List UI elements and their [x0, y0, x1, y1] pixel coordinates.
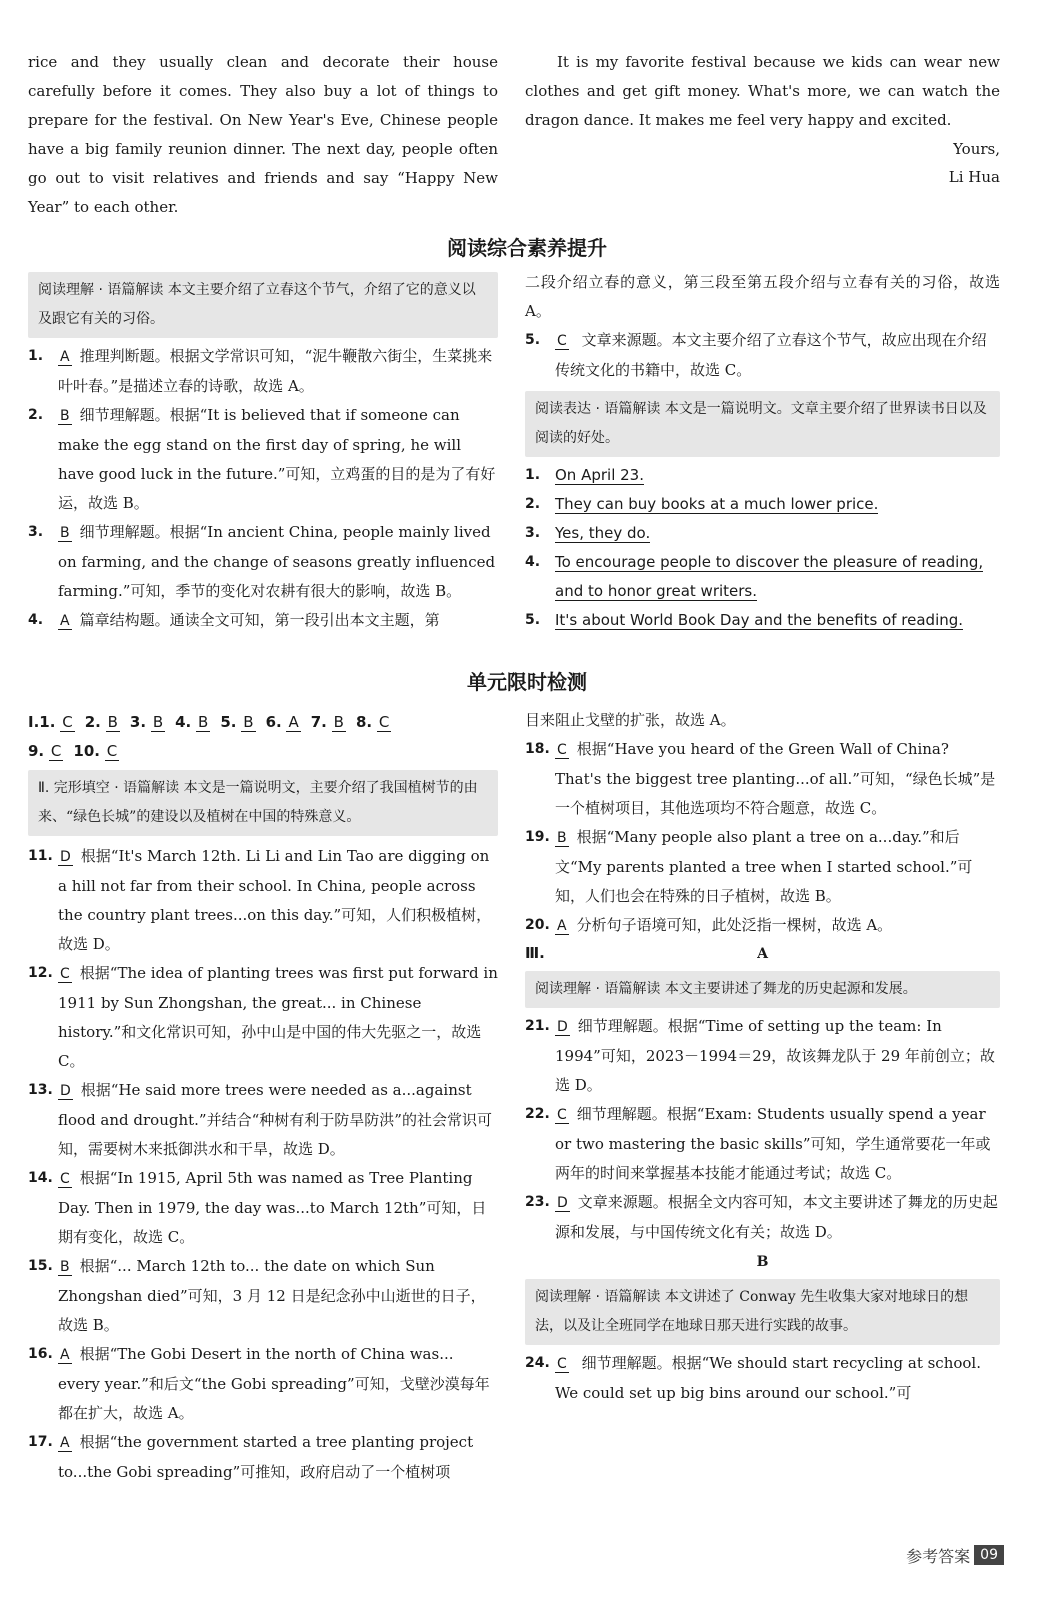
mcq-answer: B — [152, 713, 164, 731]
item-answer: C — [557, 742, 567, 758]
answer-item — [28, 1252, 498, 1340]
item-number: 23. — [525, 1194, 550, 1210]
item-answer: A — [60, 349, 70, 365]
answer-item — [525, 735, 1000, 823]
continued-text: 二段介绍立春的意义，第三段至第五段介绍与立春有关的习俗，故选 A。 — [525, 273, 1000, 320]
section1-right — [525, 268, 1000, 635]
answer-item — [525, 548, 1000, 606]
item-explanation: 根据“Have you heard of the Green Wall of China? That's the biggest tree planting...of all.”可知，“绿色长城”是一个植树项目，其他选项均不符合题意，故选 C。 — [555, 740, 996, 817]
answer-item — [525, 1100, 1000, 1188]
answer-item — [525, 490, 1000, 519]
item-number: 20. — [525, 917, 550, 933]
answer-item — [28, 1340, 498, 1428]
item-explanation: 根据“It's March 12th. Li Li and Lin Tao are digging on a hill not far from their school. In China, people across the country plant trees...on this day.”可知，人们积极植树，故选 D。 — [58, 847, 492, 953]
item-answer: A — [557, 918, 567, 934]
item-explanation: 根据“He said more trees were needed as a...against flood and drought.”并结合“种树有利于防旱防洪”的社会常识可知，需要树木来抵御洪水和干旱，故选 D。 — [58, 1081, 492, 1158]
item-explanation: 细节理解题。根据“In ancient China, people mainly lived on farming, and the change of seasons greatly influenced farming.”可知，季节的变化对农耕有很大的影响，故选 B。 — [58, 523, 496, 600]
top-right-block — [525, 48, 1000, 191]
mcq-answer: B — [333, 713, 344, 731]
item-number: 14. — [28, 1170, 53, 1186]
note-text: 本文是一篇说明文，主要介绍了我国植树节的由来、“绿色长城”的建设以及植树在中国的特殊意义。 — [38, 780, 478, 825]
section-title-unit-test: 单元限时检测 — [467, 670, 587, 694]
item-explanation: 文章来源题。根据全文内容可知，本文主要讲述了舞龙的历史起源和发展，与中国传统文化有关；故选 D。 — [555, 1193, 998, 1241]
mcq-answer: C — [106, 742, 118, 760]
answer-item — [525, 606, 1000, 635]
answer-item — [525, 1012, 1000, 1100]
item-number: 1. — [525, 467, 541, 483]
answer-item — [525, 1349, 1000, 1408]
mcq-answer: B — [243, 713, 254, 731]
item-explanation: 分析句子语境可知，此处泛指一棵树，故选 A。 — [576, 916, 893, 934]
item-number: 19. — [525, 829, 550, 845]
mcq-answer: C — [378, 713, 390, 731]
mcq-number: 4. — [175, 713, 192, 731]
answer-item — [525, 1188, 1000, 1247]
item-number: 16. — [28, 1346, 53, 1362]
item-number: 21. — [525, 1018, 550, 1034]
mcq-answer: C — [62, 713, 73, 731]
letter-name: Li Hua — [948, 168, 1000, 186]
item-explanation: 根据“In 1915, April 5th was named as Tree Planting Day. Then in 1979, the day was...to March 12th”可知，日期有变化，故选 C。 — [58, 1169, 487, 1246]
note-text: 本文讲述了 Conway 先生收集大家对地球日的想法，以及让全班同学在地球日那天进行实践的故事。 — [535, 1289, 969, 1334]
item-number: 22. — [525, 1106, 550, 1122]
reading-note-1 — [28, 272, 498, 338]
note-text: 本文主要介绍了立春这个节气，介绍了它的意义以及跟它有关的习俗。 — [38, 282, 476, 327]
written-answer: They can buy books at a much lower price. — [555, 495, 879, 513]
letter-paragraph-1: rice and they usually clean and decorate their house carefully before it comes. They also buy a lot of things to prepare for the festival. On New Year's Eve, Chinese people have a big family reunion dinner. The next day, people often go out to visit relatives and friends and say “Happy New Year” to each other. — [28, 53, 498, 216]
item-explanation: 细节理解题。根据“We should start recycling at school. We could set up big bins around our school.”可 — [555, 1354, 981, 1402]
mcq-number: 9. — [28, 742, 45, 760]
note-text: 本文主要讲述了舞龙的历史起源和发展。 — [664, 981, 917, 997]
note-tag: Ⅱ. 完形填空 · 语篇解读 — [38, 780, 180, 796]
reading-note-2 — [525, 391, 1000, 457]
item-answer: D — [60, 1083, 71, 1099]
section-title-reading: 阅读综合素养提升 — [447, 236, 607, 260]
item-answer: A — [60, 1347, 70, 1363]
multiple-choice-answers — [28, 708, 498, 766]
top-left-block — [28, 48, 498, 222]
written-answer: On April 23. — [555, 466, 644, 484]
mcq-number: 5. — [220, 713, 237, 731]
note-tag: 阅读理解 · 语篇解读 — [535, 1289, 661, 1305]
mcq-number: 2. — [84, 713, 101, 731]
answer-item — [28, 1076, 498, 1164]
item-number: 1. — [28, 348, 44, 364]
section2-left — [28, 708, 498, 1487]
item-number: 2. — [525, 496, 541, 512]
continued-text: 目来阻止戈壁的扩张，故选 A。 — [525, 711, 736, 729]
mcq-number: 3. — [129, 713, 147, 731]
item-explanation: 根据“the government started a tree planting project to...the Gobi spreading”可推知，政府启动了一个植树项 — [58, 1433, 474, 1481]
answer-item — [28, 1428, 498, 1487]
item-number: 2. — [28, 407, 44, 423]
answer-item — [28, 959, 498, 1076]
mcq-number: 10. — [73, 742, 100, 760]
mcq-number: 1. — [39, 713, 56, 731]
answer-item — [28, 842, 498, 959]
mcq-number: 6. — [265, 713, 282, 731]
answer-item — [28, 1164, 498, 1252]
page-number: 09 — [974, 1545, 1004, 1565]
item-answer: A — [60, 1435, 70, 1451]
section2-right — [525, 706, 1000, 1408]
item-number: 17. — [28, 1434, 53, 1450]
mcq-answer: B — [198, 713, 209, 731]
item-number: 3. — [525, 525, 541, 541]
mcq-number: 8. — [355, 713, 373, 731]
mcq-answer: A — [288, 713, 299, 731]
item-explanation: 篇章结构题。通读全文可知，第一段引出本文主题，第 — [79, 611, 440, 629]
part-three-label: Ⅲ. — [525, 944, 545, 962]
answer-item — [525, 911, 1000, 941]
item-number: 24. — [525, 1355, 550, 1371]
section1-left — [28, 272, 498, 636]
mcq-number: 7. — [310, 713, 327, 731]
item-number: 12. — [28, 965, 53, 981]
item-answer: A — [60, 613, 70, 629]
item-number: 5. — [525, 612, 541, 628]
answer-item — [525, 326, 1000, 385]
item-answer: D — [557, 1195, 568, 1211]
answer-item — [28, 401, 498, 518]
item-number: 4. — [28, 612, 44, 628]
written-answer: To encourage people to discover the pleasure of reading, and to honor great writers. — [555, 553, 984, 600]
item-number: 13. — [28, 1082, 53, 1098]
item-answer: D — [60, 849, 71, 865]
item-explanation: 细节理解题。根据“Exam: Students usually spend a year or two mastering the basic skills”可知，学生通常要花一年或两年的时间来掌握基本技能才能通过考试；故选 C。 — [555, 1105, 991, 1182]
letter-paragraph-2: It is my favorite festival because we kids can wear new clothes and get gift money. What's more, we can watch the dragon dance. It makes me feel very happy and excited. — [525, 53, 1000, 129]
passage-b-label: B — [756, 1254, 769, 1270]
item-explanation: 文章来源题。本文主要介绍了立春这个节气，故应出现在介绍传统文化的书籍中，故选 C。 — [555, 331, 987, 379]
answer-item — [28, 342, 498, 401]
answer-item — [28, 606, 498, 636]
item-answer: B — [60, 525, 70, 541]
part-one-label: Ⅰ. — [28, 713, 40, 731]
note-tag: 阅读理解 · 语篇解读 — [535, 981, 661, 997]
item-answer: B — [60, 408, 70, 424]
note-text: 本文是一篇说明文。文章主要介绍了世界读书日以及阅读的好处。 — [535, 401, 987, 446]
item-number: 4. — [525, 554, 541, 570]
cloze-note — [28, 770, 498, 836]
item-explanation: 根据“... March 12th to... the date on which Sun Zhongshan died”可知，3 月 12 日是纪念孙中山逝世的日子，故选 B。 — [58, 1257, 486, 1334]
item-answer: C — [557, 1107, 567, 1123]
mcq-answer: C — [50, 742, 62, 760]
item-answer: C — [557, 1356, 567, 1372]
item-explanation: 根据“The Gobi Desert in the north of China was... every year.”和后文“the Gobi spreading”可知，戈壁沙漠每年都在扩大，故选 A。 — [58, 1345, 490, 1422]
letter-closing: Yours, — [953, 140, 1000, 158]
item-number: 5. — [525, 332, 541, 348]
item-answer: B — [557, 830, 567, 846]
page-footer — [854, 1537, 1004, 1573]
item-answer: B — [60, 1259, 70, 1275]
item-answer: C — [60, 1171, 70, 1187]
item-explanation: 细节理解题。根据“It is believed that if someone can make the egg stand on the first day of spring, he will have good luck in the future.”可知，立鸡蛋的目的是为了有好运，故选 B。 — [58, 406, 496, 512]
item-explanation: 细节理解题。根据“Time of setting up the team: In 1994”可知，2023－1994＝29，故该舞龙队于 29 年前创立；故选 D。 — [555, 1017, 995, 1094]
item-number: 15. — [28, 1258, 53, 1274]
answer-item — [525, 519, 1000, 548]
item-explanation: 根据“Many people also plant a tree on a...day.”和后文“My parents planted a tree when I started school.”可知，人们也会在特殊的日子植树，故选 B。 — [555, 828, 973, 905]
note-tag: 阅读表达 · 语篇解读 — [535, 401, 661, 417]
item-number: 11. — [28, 848, 53, 864]
reading-note-a — [525, 971, 1000, 1008]
note-tag: 阅读理解 · 语篇解读 — [38, 282, 164, 298]
item-explanation: 推理判断题。根据文学常识可知，“泥牛鞭散六街尘，生菜挑来叶叶春。”是描述立春的诗歌，故选 A。 — [58, 347, 493, 395]
item-explanation: 根据“The idea of planting trees was first put forward in 1911 by Sun Zhongshan, the great... in Chinese history.”和文化常识可知，孙中山是中国的伟大先驱之一，故选 C。 — [58, 964, 498, 1070]
answer-item — [28, 518, 498, 606]
answer-item — [525, 823, 1000, 911]
written-answer: Yes, they do. — [555, 524, 651, 542]
item-answer: C — [60, 966, 70, 982]
reading-note-b — [525, 1279, 1000, 1345]
item-number: 18. — [525, 741, 550, 757]
footer-label: 参考答案 — [906, 1546, 971, 1566]
item-answer: D — [557, 1019, 568, 1035]
item-number: 3. — [28, 524, 44, 540]
written-answer: It's about World Book Day and the benefits of reading. — [555, 611, 964, 629]
letter-signature — [525, 135, 1000, 191]
answer-item — [525, 461, 1000, 490]
mcq-answer: B — [107, 713, 118, 731]
passage-a-label: A — [757, 946, 768, 962]
item-answer: C — [557, 333, 567, 349]
